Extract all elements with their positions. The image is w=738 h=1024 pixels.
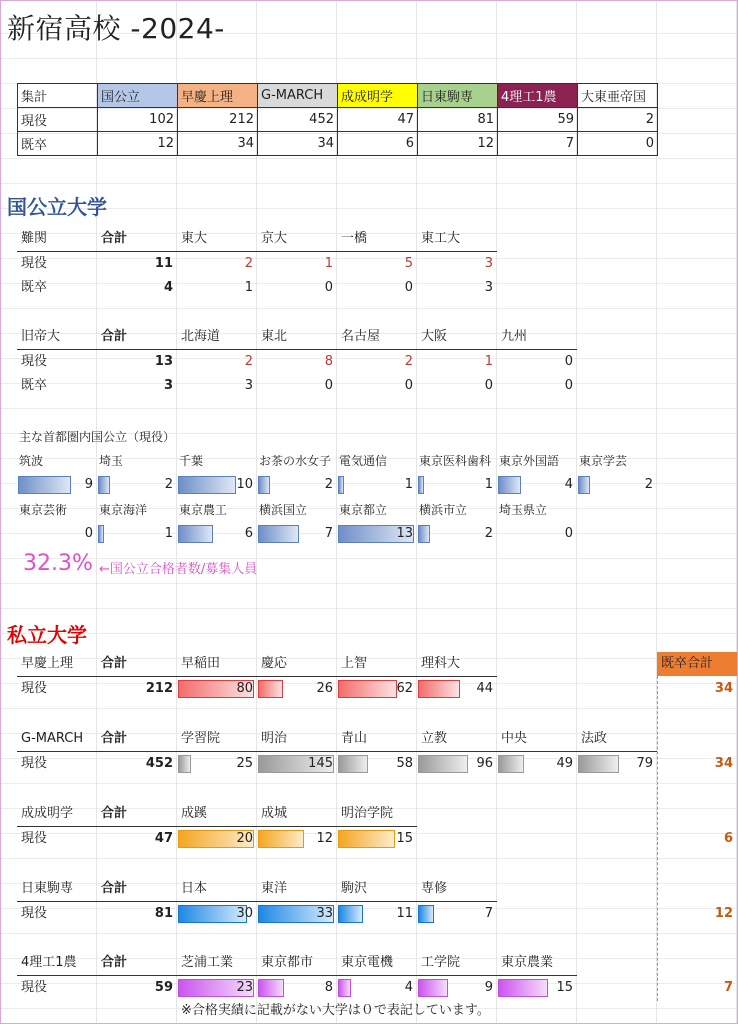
group-total: 212 [145,681,173,696]
school-name: 法政 [581,731,608,746]
group-name: 早慶上理 [21,656,74,671]
kisotsu-total: 6 [723,831,733,846]
summary-row [18,132,658,156]
summary-value: 81 [418,108,498,132]
row-total: 13 [154,354,173,369]
school-value: 79 [636,756,653,771]
kisotsu-total: 12 [714,906,733,921]
school-value: 26 [316,681,333,696]
row-value: 0 [324,280,333,295]
school-value: 11 [396,906,413,921]
summary-header-cell: 4理工1農 [498,84,578,108]
metro-title: 主な首都圏内国公立（現役） [19,430,176,444]
school-name: 成蹊 [181,806,208,821]
school-name: 明治 [261,731,288,746]
summary-value: 212 [178,108,258,132]
row-label: 既卒 [21,378,48,393]
row-value: 5 [404,256,413,271]
school-name: 東京電機 [341,955,394,970]
school-name: 東洋 [261,881,288,896]
kisotsu-total: 34 [714,756,733,771]
school-value: 9 [484,980,493,995]
school-name: 立教 [421,731,448,746]
row-label: 現役 [21,831,48,846]
school-name: 駒沢 [341,881,368,896]
ratio-value: 32.3% [23,551,93,576]
school-value: 2 [164,477,173,492]
group-total: 47 [154,831,173,846]
table-header-cell: 合計 [101,231,128,246]
table-header-cell: 京大 [261,231,288,246]
summary-value: 0 [578,132,658,156]
school-name: 千葉 [179,454,204,468]
school-name: 埼玉県立 [499,503,548,517]
summary-header-cell: 国公立 [98,84,178,108]
school-value: 1 [164,526,173,541]
school-name: 東京外国語 [499,454,560,468]
school-name: 中央 [501,731,528,746]
group-name: 日東駒専 [21,881,74,896]
summary-header-cell: 成成明学 [338,84,418,108]
school-value: 58 [396,756,413,771]
school-value: 20 [236,831,253,846]
row-value: 0 [404,280,413,295]
summary-value: 59 [498,108,578,132]
row-value: 1 [244,280,253,295]
school-name: 東京医科歯科 [419,454,492,468]
school-value: 9 [84,477,93,492]
summary-value: 102 [98,108,178,132]
school-name: 専修 [421,881,448,896]
school-value: 7 [484,906,493,921]
school-value: 1 [404,477,413,492]
school-name: 東京農工 [179,503,228,517]
row-value: 2 [244,354,253,369]
school-value: 0 [564,526,573,541]
school-name: 理科大 [421,656,461,671]
summary-value: 7 [498,132,578,156]
school-name: 慶応 [261,656,288,671]
school-name: 横浜国立 [259,503,308,517]
group-name: 4理工1農 [21,955,77,970]
school-value: 1 [484,477,493,492]
table-header-cell: 旧帝大 [21,329,61,344]
school-value: 30 [236,906,253,921]
table-header-cell: 難関 [21,231,48,246]
school-name: 東京都立 [339,503,388,517]
summary-value: 452 [258,108,338,132]
school-name: 上智 [341,656,368,671]
row-value: 3 [484,280,493,295]
row-total: 11 [154,256,173,271]
school-name: 東京都市 [261,955,314,970]
summary-value: 34 [178,132,258,156]
table-header-cell: 九州 [501,329,528,344]
table-header-cell: 北海道 [181,329,221,344]
school-value: 2 [324,477,333,492]
school-name: お茶の水女子 [259,454,332,468]
school-value: 12 [316,831,333,846]
group-total-label: 合計 [101,806,128,821]
summary-header-row [18,84,658,108]
row-value: 0 [484,378,493,393]
row-total: 3 [163,378,173,393]
school-value: 0 [84,526,93,541]
summary-value: 34 [258,132,338,156]
row-label: 現役 [21,256,48,271]
footnote: ※合格実績に記載がない大学は０で表記しています。 [181,1003,490,1018]
row-value: 3 [484,256,493,271]
row-value: 0 [324,378,333,393]
group-total-label: 合計 [101,656,128,671]
school-value: 4 [564,477,573,492]
school-value: 2 [644,477,653,492]
summary-value: 6 [338,132,418,156]
table-header-cell: 大阪 [421,329,448,344]
row-total: 4 [163,280,173,295]
school-name: 早稲田 [181,656,221,671]
section-title-private: 私立大学 [7,623,87,647]
row-label: 現役 [21,354,48,369]
ratio-note: ←国公立合格者数/募集人員 [99,562,258,577]
summary-header-cell: 日東駒専 [418,84,498,108]
school-value: 23 [236,980,253,995]
table-header-cell: 東大 [181,231,208,246]
school-name: 横浜市立 [419,503,468,517]
kisotsu-total-header: 既卒合計 [657,652,737,676]
summary-header-cell: 早慶上理 [178,84,258,108]
school-name: 明治学院 [341,806,394,821]
row-value: 2 [404,354,413,369]
row-label: 現役 [21,906,48,921]
summary-value: 12 [98,132,178,156]
row-value: 0 [564,378,573,393]
row-value: 8 [324,354,333,369]
summary-value: 2 [578,108,658,132]
row-value: 1 [484,354,493,369]
school-value: 25 [236,756,253,771]
group-total: 452 [145,756,173,771]
page-title: 新宿高校 -2024- [7,12,225,45]
school-value: 145 [308,756,333,771]
school-name: 東京学芸 [579,454,628,468]
school-name: 青山 [341,731,368,746]
row-label: 現役 [21,681,48,696]
school-name: 学習院 [181,731,221,746]
school-value: 80 [236,681,253,696]
school-name: 筑波 [19,454,44,468]
school-value: 33 [316,906,333,921]
school-name: 東京海洋 [99,503,148,517]
summary-value: 47 [338,108,418,132]
group-total: 81 [154,906,173,921]
school-name: 埼玉 [99,454,124,468]
row-value: 1 [324,256,333,271]
group-total-label: 合計 [101,881,128,896]
summary-header-cell: 集計 [18,84,98,108]
school-value: 15 [556,980,573,995]
school-value: 13 [396,526,413,541]
school-value: 7 [324,526,333,541]
table-header-cell: 合計 [101,329,128,344]
summary-table [17,83,658,156]
summary-value: 12 [418,132,498,156]
group-total: 59 [154,980,173,995]
school-value: 10 [236,477,253,492]
summary-row-label: 現役 [18,108,98,132]
summary-header-cell: 大東亜帝国 [578,84,658,108]
school-value: 49 [556,756,573,771]
row-value: 0 [564,354,573,369]
row-label: 現役 [21,756,48,771]
row-value: 2 [244,256,253,271]
school-value: 62 [396,681,413,696]
table-header-cell: 一橋 [341,231,368,246]
school-name: 成城 [261,806,288,821]
school-name: 芝浦工業 [181,955,234,970]
section-title-national: 国公立大学 [7,195,107,219]
school-name: 日本 [181,881,208,896]
school-name: 工学院 [421,955,461,970]
row-value: 0 [404,378,413,393]
group-name: G-MARCH [21,731,84,746]
school-name: 東京農業 [501,955,554,970]
group-total-label: 合計 [101,955,128,970]
row-value: 3 [244,378,253,393]
kisotsu-total: 7 [723,980,733,995]
summary-header-cell: G-MARCH [258,84,338,108]
kisotsu-total: 34 [714,681,733,696]
school-value: 8 [324,980,333,995]
table-header-cell: 名古屋 [341,329,381,344]
school-value: 96 [476,756,493,771]
table-header-cell: 東工大 [421,231,461,246]
row-label: 既卒 [21,280,48,295]
school-value: 44 [476,681,493,696]
table-header-cell: 東北 [261,329,288,344]
school-value: 2 [484,526,493,541]
school-value: 15 [396,831,413,846]
school-name: 東京芸術 [19,503,68,517]
summary-row [18,108,658,132]
row-label: 現役 [21,980,48,995]
school-value: 4 [404,980,413,995]
summary-row-label: 既卒 [18,132,98,156]
group-name: 成成明学 [21,806,74,821]
group-total-label: 合計 [101,731,128,746]
school-name: 電気通信 [339,454,388,468]
school-value: 6 [244,526,253,541]
